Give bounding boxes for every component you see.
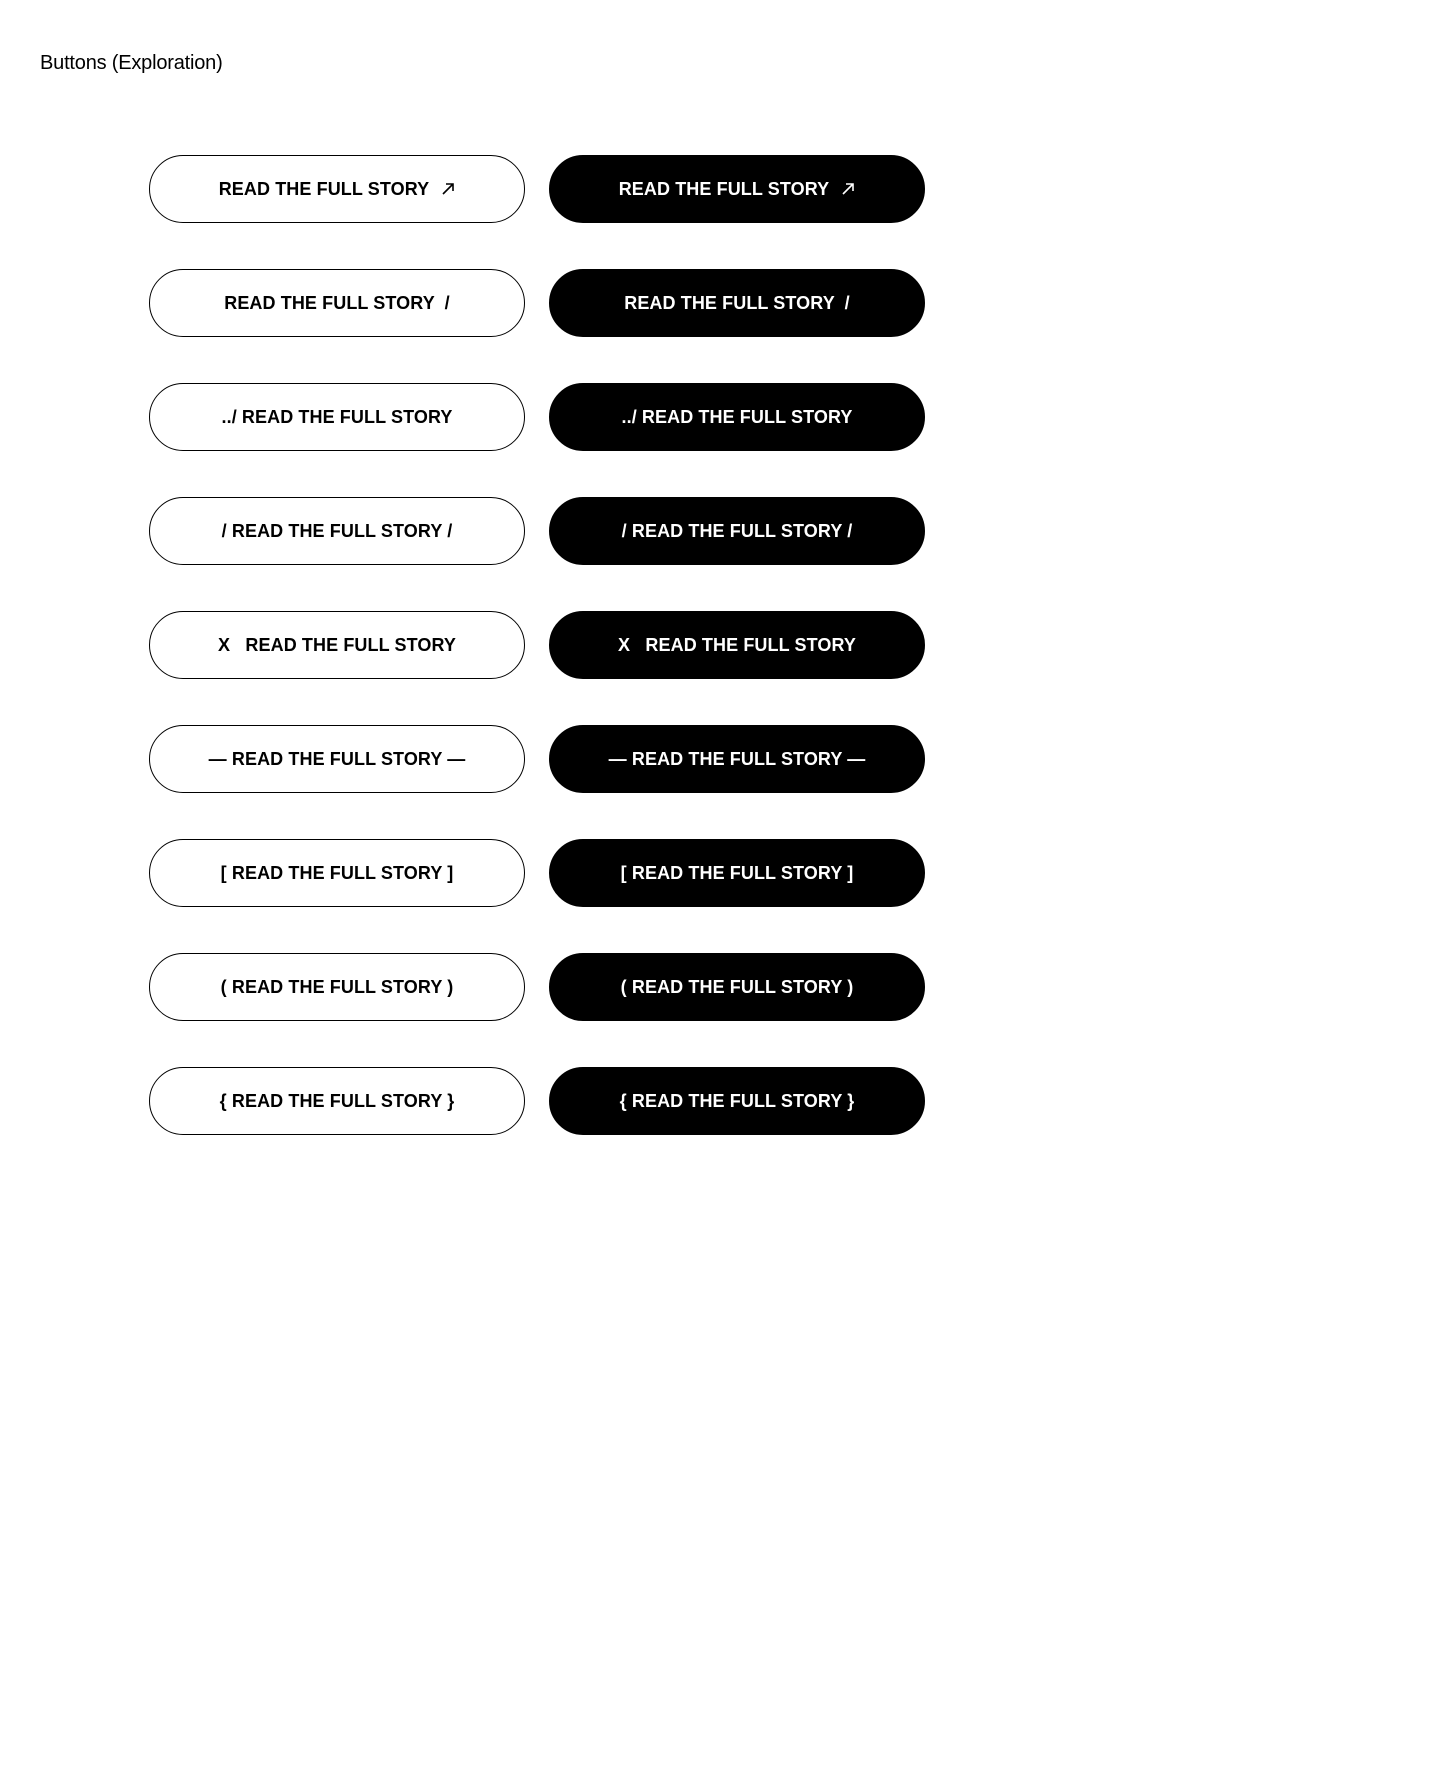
button-label: READ THE FULL STORY (618, 178, 830, 199)
read-story-trailing-slash-outline-button[interactable] (149, 269, 525, 337)
read-story-x-filled-button[interactable] (549, 611, 925, 679)
button-label: [ READ THE FULL STORY ] (220, 862, 454, 883)
arrow-up-right-icon (441, 182, 455, 196)
button-label: [ READ THE FULL STORY ] (620, 862, 854, 883)
read-story-dashes-filled-button[interactable] (549, 725, 925, 793)
button-label: READ THE FULL STORY / (624, 292, 850, 313)
button-label: READ THE FULL STORY (218, 178, 430, 199)
read-story-arrow-outline-button[interactable] (149, 155, 525, 223)
button-label: ../ READ THE FULL STORY (221, 406, 453, 427)
read-story-curly-braces-outline-button[interactable] (149, 1067, 525, 1135)
read-story-parentheses-outline-button[interactable] (149, 953, 525, 1021)
button-label: X READ THE FULL STORY (218, 634, 456, 655)
read-story-slashes-filled-button[interactable] (549, 497, 925, 565)
arrow-up-right-icon (841, 182, 855, 196)
read-story-parent-path-outline-button[interactable] (149, 383, 525, 451)
read-story-square-brackets-outline-button[interactable] (149, 839, 525, 907)
page-title: Buttons (Exploration) (40, 52, 223, 74)
read-story-curly-braces-filled-button[interactable] (549, 1067, 925, 1135)
button-label: { READ THE FULL STORY } (619, 1090, 855, 1111)
button-grid (149, 155, 925, 1135)
button-label: — READ THE FULL STORY — (208, 748, 466, 769)
read-story-dashes-outline-button[interactable] (149, 725, 525, 793)
button-label: ( READ THE FULL STORY ) (620, 976, 854, 997)
read-story-parentheses-filled-button[interactable] (549, 953, 925, 1021)
button-label: ../ READ THE FULL STORY (621, 406, 853, 427)
read-story-square-brackets-filled-button[interactable] (549, 839, 925, 907)
read-story-slashes-outline-button[interactable] (149, 497, 525, 565)
button-label: ( READ THE FULL STORY ) (220, 976, 454, 997)
button-label: — READ THE FULL STORY — (608, 748, 866, 769)
button-label: READ THE FULL STORY / (224, 292, 450, 313)
read-story-x-outline-button[interactable] (149, 611, 525, 679)
button-label: X READ THE FULL STORY (618, 634, 856, 655)
read-story-trailing-slash-filled-button[interactable] (549, 269, 925, 337)
read-story-arrow-filled-button[interactable] (549, 155, 925, 223)
read-story-parent-path-filled-button[interactable] (549, 383, 925, 451)
button-label: / READ THE FULL STORY / (221, 520, 453, 541)
button-label: { READ THE FULL STORY } (219, 1090, 455, 1111)
button-label: / READ THE FULL STORY / (621, 520, 853, 541)
